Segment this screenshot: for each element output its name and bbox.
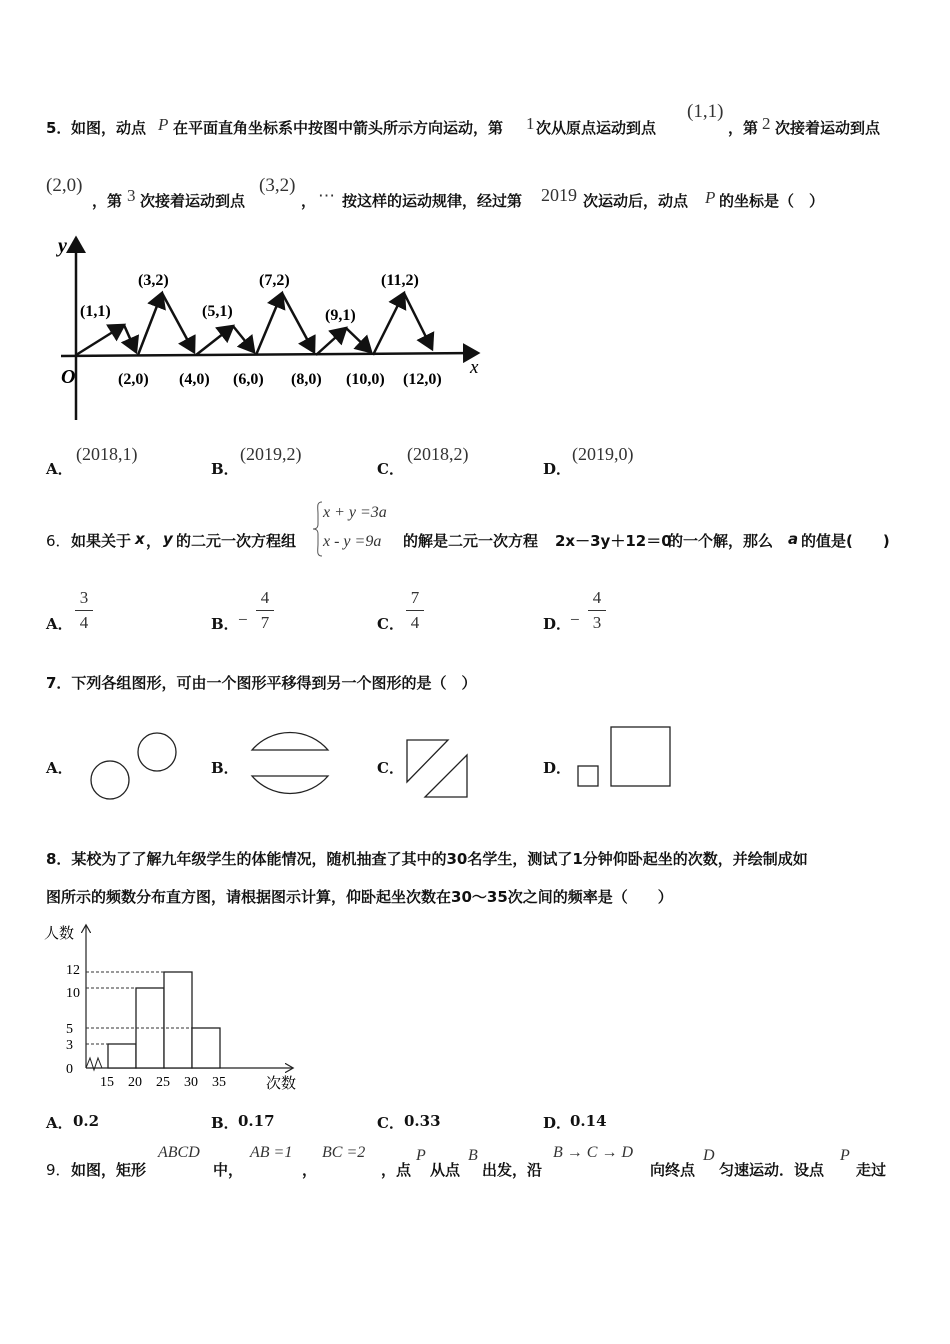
q9-var-p2: P — [840, 1147, 850, 1164]
q6-text-e: 的值是( ) — [801, 532, 890, 550]
y-tick-label: 12 — [66, 963, 80, 978]
q7-option-c-letter[interactable]: C． — [377, 759, 404, 777]
peak-label: (11,2) — [381, 272, 419, 289]
q6-option-d-sign: − — [570, 610, 580, 629]
circular-segments-shape[interactable] — [248, 730, 333, 800]
q5-ellipsis: ⋯ — [318, 186, 335, 205]
q9-number: 9． — [46, 1161, 71, 1179]
q6-number: 6． — [46, 532, 71, 550]
histogram-bar — [192, 1028, 220, 1068]
y-tick-label: 5 — [66, 1022, 73, 1037]
axis-point-label: (6,0) — [233, 371, 264, 388]
q6-text-c: 的解是二元一次方程 — [403, 532, 539, 550]
q9-var-p: P — [416, 1147, 426, 1164]
q5-num-3: 3 — [127, 186, 136, 205]
histogram-bar — [136, 988, 164, 1068]
fraction-denominator: 4 — [410, 613, 420, 632]
zigzag-path — [76, 293, 432, 355]
q9-rect-name: ABCD — [158, 1144, 200, 1161]
q8-stem-line2: 图所示的频数分布直方图，请根据图示计算，仰卧起坐次数在30～35次之间的频率是（ ） — [46, 888, 673, 906]
peak-label: (3,2) — [138, 272, 169, 289]
fraction-denominator: 4 — [79, 613, 89, 632]
q6-option-b-fraction[interactable] — [256, 588, 274, 633]
q5-text-h: ， — [301, 192, 317, 210]
axis-point-label: (8,0) — [291, 371, 322, 388]
x-tick-label: 15 — [100, 1075, 114, 1090]
q5-var-p2: P — [705, 188, 716, 207]
q5-text-b: 在平面直角坐标系中按图中箭头所示方向运动，第 — [173, 119, 504, 137]
q9-text-a: 如图，矩形 — [71, 1161, 147, 1179]
q6-option-a-letter[interactable]: A． — [46, 615, 73, 633]
q9-text-g: 向终点 — [650, 1161, 696, 1179]
x-tick-label: 25 — [156, 1075, 170, 1090]
fraction-denominator: 7 — [260, 613, 270, 632]
x-tick-label: 20 — [128, 1075, 142, 1090]
q5-text-c: 次从原点运动到点 — [536, 119, 657, 137]
axis-point-labels — [118, 371, 442, 388]
fraction-numerator: 7 — [410, 588, 420, 607]
q9-ab: AB =1 — [250, 1144, 293, 1161]
fraction-numerator: 4 — [260, 588, 270, 607]
q7-option-a-letter[interactable]: A． — [46, 759, 73, 777]
hist-x-label: 次数 — [266, 1076, 297, 1092]
q6-equation-1: x + y =3a — [323, 504, 387, 521]
q7-stem: 7．下列各组图形，可由一个图形平移得到另一个图形的是（ ） — [46, 674, 477, 692]
origin-label: O — [61, 366, 76, 388]
x-axis — [61, 353, 478, 356]
q8-stem-line1: 8．某校为了了解九年级学生的体能情况，随机抽查了其中的30名学生，测试了1分钟仰卧起坐的次数，并绘制成如 — [46, 850, 808, 868]
q5-number: 5． — [46, 119, 72, 137]
x-tick-label: 35 — [212, 1075, 226, 1090]
q5-option-b-letter[interactable]: B． — [211, 460, 239, 478]
q6-option-d-fraction[interactable] — [588, 588, 606, 633]
peak-label: (7,2) — [259, 272, 290, 289]
peak-label: (1,1) — [80, 303, 111, 320]
q6-option-b-sign: − — [238, 610, 248, 629]
q6-sep: ， — [146, 532, 162, 550]
q5-option-d-letter[interactable]: D． — [543, 460, 572, 478]
q6-text-b: 的二元一次方程组 — [176, 532, 297, 550]
q5-text-g: 次接着运动到点 — [140, 192, 246, 210]
peak-label: (5,1) — [202, 303, 233, 320]
q5-option-c-value[interactable]: (2018,2) — [407, 444, 469, 464]
q6-option-c-letter[interactable]: C． — [377, 615, 404, 633]
q5-text-e: 次接着运动到点 — [775, 119, 881, 137]
q5-option-a-letter[interactable]: A． — [46, 460, 73, 478]
peak-label: (9,1) — [325, 307, 356, 324]
q6-var-x: x — [135, 530, 145, 548]
q5-option-b-value[interactable]: (2019,2) — [240, 444, 302, 464]
q5-option-a-value[interactable]: (2018,1) — [76, 444, 138, 464]
q6-option-b-letter[interactable]: B． — [211, 615, 239, 633]
q6-option-a-fraction[interactable] — [75, 588, 93, 633]
q5-point-2-0: (2,0) — [46, 175, 83, 196]
fraction-denominator: 3 — [592, 613, 602, 632]
axis-point-label: (12,0) — [403, 371, 442, 388]
q6-var-y: y — [163, 530, 173, 548]
q8-option-a-value[interactable]: 0.2 — [73, 1112, 100, 1130]
q9-text-c: ， — [302, 1161, 318, 1179]
q8-option-b-letter[interactable]: B． — [211, 1114, 239, 1132]
q5-option-d-value[interactable]: (2019,0) — [572, 444, 634, 464]
q5-var-p: P — [158, 115, 169, 134]
q5-text-d: ，第 — [728, 119, 759, 137]
q8-option-b-value[interactable]: 0.17 — [238, 1112, 275, 1130]
y-tick-label: 10 — [66, 986, 80, 1001]
q9-text-b: 中， — [213, 1161, 244, 1179]
q5-num-2: 2 — [762, 114, 771, 133]
q6-equation-2: x - y =9a — [323, 533, 382, 550]
q9-var-b: B — [468, 1147, 478, 1164]
q6-var-a: a — [788, 530, 799, 548]
q5-text-f: ，第 — [92, 192, 123, 210]
q9-text-h: 匀速运动．设点 — [719, 1161, 825, 1179]
q8-option-c-value[interactable]: 0.33 — [404, 1112, 441, 1130]
q8-option-d-letter[interactable]: D． — [543, 1114, 572, 1132]
q9-text-f: 出发，沿 — [482, 1161, 543, 1179]
right-triangles-shape[interactable] — [404, 737, 472, 801]
x-axis-label: x — [470, 357, 479, 378]
q5-point-1-1: (1,1) — [687, 101, 724, 122]
axis-point-label: (2,0) — [118, 371, 149, 388]
histogram-bar — [164, 972, 192, 1068]
q9-var-d: D — [703, 1147, 715, 1164]
q9-text-d: ，点 — [381, 1161, 412, 1179]
peak-labels — [80, 272, 419, 324]
q6-option-d-letter[interactable]: D． — [543, 615, 572, 633]
two-squares-shape[interactable] — [575, 725, 675, 791]
q8-option-a-letter[interactable]: A． — [46, 1114, 73, 1132]
histogram-bar — [108, 1044, 136, 1068]
q6-text-d: 的一个解，那么 — [668, 532, 774, 550]
axis-point-label: (10,0) — [346, 371, 385, 388]
fraction-numerator: 4 — [592, 588, 602, 607]
q7-option-d-letter[interactable]: D． — [543, 759, 572, 777]
q8-option-c-letter[interactable]: C． — [377, 1114, 404, 1132]
q5-text-a: 如图，动点 — [71, 119, 147, 137]
q6-text-a: 如果关于 — [71, 532, 132, 550]
q6-main-equation: 2x－3y＋12＝0 — [555, 532, 672, 550]
frequency-histogram — [40, 918, 310, 1094]
x-tick-label: 30 — [184, 1075, 198, 1090]
q5-text-k: 的坐标是（ ） — [719, 192, 825, 210]
q5-option-c-letter[interactable]: C． — [377, 460, 404, 478]
hist-y-label: 人数 — [44, 926, 75, 942]
q5-point-3-2: (3,2) — [259, 175, 296, 196]
q5-text-j: 次运动后，动点 — [583, 192, 689, 210]
q9-path: B → C → D — [553, 1144, 633, 1161]
axis-point-label: (4,0) — [179, 371, 210, 388]
q8-option-d-value[interactable]: 0.14 — [570, 1112, 607, 1130]
q5-text-i: 按这样的运动规律，经过第 — [342, 192, 523, 210]
y-tick-label: 0 — [66, 1062, 73, 1077]
fraction-numerator: 3 — [79, 588, 89, 607]
q5-num-2019: 2019 — [541, 185, 577, 205]
q9-text-i: 走过 — [856, 1161, 887, 1179]
q9-bc: BC =2 — [322, 1144, 366, 1161]
q9-text-e: 从点 — [430, 1161, 461, 1179]
q5-zigzag-figure — [46, 230, 496, 425]
y-axis-label: y — [58, 235, 67, 257]
two-circles-shape[interactable] — [88, 730, 180, 805]
q7-option-b-letter[interactable]: B． — [211, 759, 239, 777]
y-tick-label: 3 — [66, 1038, 73, 1053]
q6-option-c-fraction[interactable] — [406, 588, 424, 633]
q5-num-1: 1 — [526, 114, 535, 133]
